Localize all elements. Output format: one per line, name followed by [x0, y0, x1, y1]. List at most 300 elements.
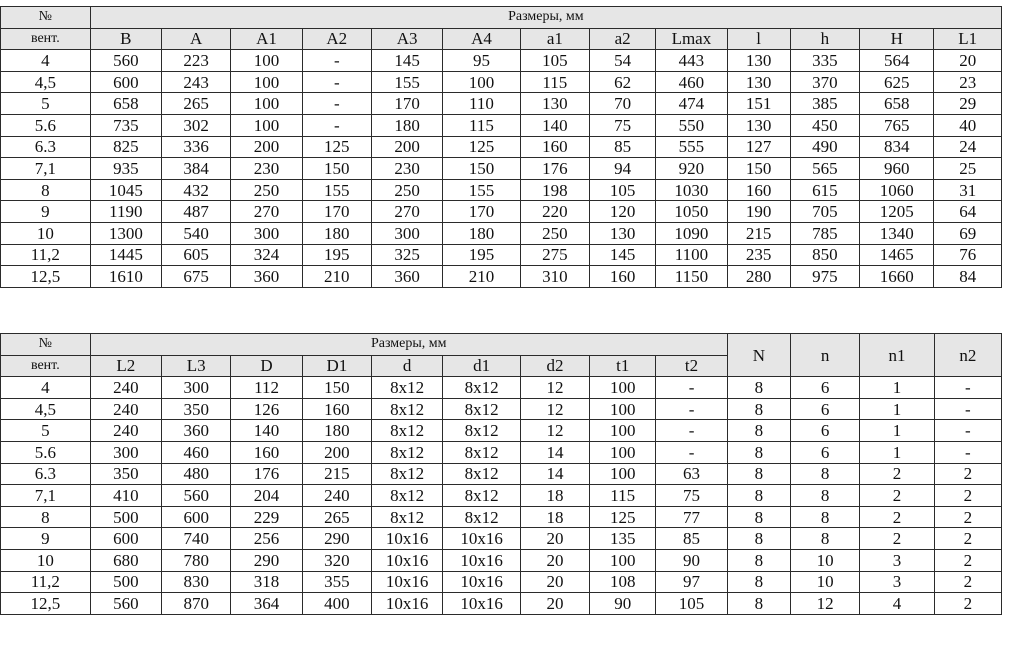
table-cell: 500: [90, 571, 161, 593]
table-cell: 960: [860, 158, 934, 180]
table-cell: 63: [656, 463, 727, 485]
table-cell: 20: [520, 571, 589, 593]
fan-number-cell: 6.3: [1, 136, 91, 158]
table-cell: 130: [727, 114, 790, 136]
table-cell: 125: [590, 506, 656, 528]
table-cell: 195: [443, 244, 520, 266]
table-cell: 658: [90, 93, 161, 115]
table-cell: 270: [371, 201, 442, 223]
table-cell: 1100: [656, 244, 727, 266]
table-cell: 130: [727, 71, 790, 93]
column-header: a2: [590, 28, 656, 50]
table-cell: 108: [590, 571, 656, 593]
table-cell: 10x16: [443, 593, 520, 615]
table-cell: -: [934, 441, 1001, 463]
table-cell: 100: [590, 420, 656, 442]
table-row: [1, 593, 1002, 615]
table-cell: 432: [162, 179, 231, 201]
table-cell: 8x12: [443, 506, 520, 528]
table-cell: 200: [371, 136, 442, 158]
table-cell: 14: [520, 463, 589, 485]
table-cell: 290: [302, 528, 371, 550]
table-cell: 3: [860, 571, 934, 593]
table-cell: 8: [790, 528, 859, 550]
table-cell: 360: [162, 420, 231, 442]
table-cell: 150: [302, 377, 371, 399]
table-cell: 2: [934, 506, 1001, 528]
table-cell: 8x12: [443, 398, 520, 420]
table-cell: 625: [860, 71, 934, 93]
table-cell: 460: [162, 441, 231, 463]
table-cell: 443: [656, 50, 727, 72]
table-row: [1, 463, 1002, 485]
table-cell: 355: [302, 571, 371, 593]
table-cell: 935: [90, 158, 161, 180]
table-cell: 615: [790, 179, 859, 201]
table-cell: 384: [162, 158, 231, 180]
table-cell: 90: [590, 593, 656, 615]
column-header: H: [860, 28, 934, 50]
table-cell: 2: [934, 593, 1001, 615]
table-cell: 780: [162, 549, 231, 571]
table-cell: 410: [90, 485, 161, 507]
table-cell: 223: [162, 50, 231, 72]
table-cell: 10x16: [372, 549, 443, 571]
table-row: [1, 485, 1002, 507]
table-cell: 94: [590, 158, 656, 180]
table-cell: 100: [231, 93, 302, 115]
table-cell: 180: [443, 222, 520, 244]
table-cell: 215: [302, 463, 371, 485]
table-cell: 115: [443, 114, 520, 136]
fan-number-cell: 11,2: [1, 244, 91, 266]
table-cell: 605: [162, 244, 231, 266]
fan-number-cell: 8: [1, 179, 91, 201]
table-cell: 500: [90, 506, 161, 528]
column-header: a1: [520, 28, 589, 50]
table-cell: 90: [656, 549, 727, 571]
table-cell: 105: [656, 593, 727, 615]
column-header: L2: [90, 355, 161, 377]
table-cell: 25: [934, 158, 1002, 180]
table-cell: 176: [231, 463, 302, 485]
fan-number-cell: 10: [1, 549, 91, 571]
table-cell: 8x12: [372, 420, 443, 442]
table-cell: 560: [90, 593, 161, 615]
fan-number-cell: 12,5: [1, 266, 91, 288]
header-row: [1, 334, 1002, 356]
table-cell: 1090: [656, 222, 727, 244]
table-cell: 8: [727, 441, 790, 463]
table-cell: 125: [443, 136, 520, 158]
table-cell: 24: [934, 136, 1002, 158]
table-cell: 8x12: [372, 506, 443, 528]
table-cell: 8x12: [372, 463, 443, 485]
table-cell: 12: [520, 377, 589, 399]
table-cell: 350: [162, 398, 231, 420]
table-cell: 705: [790, 201, 859, 223]
fan-dimensions-table-1: [0, 6, 1002, 288]
table-cell: 180: [302, 222, 371, 244]
table-row: [1, 114, 1002, 136]
table-row: [1, 266, 1002, 288]
table-cell: 84: [934, 266, 1002, 288]
table-cell: 150: [727, 158, 790, 180]
fan-number-cell: 11,2: [1, 571, 91, 593]
table-cell: 12: [520, 420, 589, 442]
fan-number-cell: 7,1: [1, 158, 91, 180]
column-header: d: [372, 355, 443, 377]
table-cell: 151: [727, 93, 790, 115]
table-cell: 105: [590, 179, 656, 201]
table-row: [1, 93, 1002, 115]
table-cell: 487: [162, 201, 231, 223]
table-cell: 6: [790, 420, 859, 442]
table-cell: 555: [656, 136, 727, 158]
column-header: n1: [860, 334, 934, 377]
table-cell: 1300: [90, 222, 161, 244]
table-cell: 600: [90, 528, 161, 550]
table-cell: 18: [520, 506, 589, 528]
table-cell: 830: [162, 571, 231, 593]
table-cell: 1: [860, 377, 934, 399]
table-row: [1, 528, 1002, 550]
table-cell: 8x12: [372, 377, 443, 399]
table-cell: 490: [790, 136, 859, 158]
fan-number-cell: 12,5: [1, 593, 91, 615]
table-cell: 8x12: [372, 441, 443, 463]
table-cell: 8: [727, 377, 790, 399]
table-cell: 680: [90, 549, 161, 571]
table-cell: 1: [860, 441, 934, 463]
table-cell: 150: [443, 158, 520, 180]
table-cell: 290: [231, 549, 302, 571]
fan-number-cell: 6.3: [1, 463, 91, 485]
table-cell: 1150: [656, 266, 727, 288]
table-cell: 215: [727, 222, 790, 244]
table-cell: 8: [727, 463, 790, 485]
table-cell: -: [934, 420, 1001, 442]
table-cell: 70: [590, 93, 656, 115]
table-cell: -: [934, 377, 1001, 399]
table-cell: 145: [371, 50, 442, 72]
column-header: l: [727, 28, 790, 50]
table-cell: 20: [520, 528, 589, 550]
table-cell: 300: [371, 222, 442, 244]
table-cell: 100: [590, 463, 656, 485]
table-cell: 8x12: [443, 420, 520, 442]
table-cell: 10x16: [372, 593, 443, 615]
table-cell: 280: [727, 266, 790, 288]
table-cell: 2: [934, 549, 1001, 571]
table-cell: 1: [860, 420, 934, 442]
table-cell: 127: [727, 136, 790, 158]
table-cell: 76: [934, 244, 1002, 266]
table-row: [1, 506, 1002, 528]
table-cell: 2: [934, 485, 1001, 507]
table-cell: 100: [231, 50, 302, 72]
table-cell: 190: [727, 201, 790, 223]
table-cell: 360: [231, 266, 302, 288]
table-cell: -: [656, 398, 727, 420]
table-cell: 125: [302, 136, 371, 158]
table-cell: 115: [590, 485, 656, 507]
table-cell: 3: [860, 549, 934, 571]
fan-number-cell: 4,5: [1, 71, 91, 93]
table-row: [1, 71, 1002, 93]
fan-number-cell: 5: [1, 93, 91, 115]
table-cell: 195: [302, 244, 371, 266]
table-cell: 565: [790, 158, 859, 180]
column-header: t2: [656, 355, 727, 377]
column-header: D: [231, 355, 302, 377]
table-cell: 29: [934, 93, 1002, 115]
column-header: t1: [590, 355, 656, 377]
table-cell: 300: [90, 441, 161, 463]
table-cell: 240: [90, 377, 161, 399]
table-cell: 450: [790, 114, 859, 136]
table-cell: 920: [656, 158, 727, 180]
table-cell: 220: [520, 201, 589, 223]
table-cell: 23: [934, 71, 1002, 93]
table-cell: 250: [520, 222, 589, 244]
table-cell: 765: [860, 114, 934, 136]
column-header: L1: [934, 28, 1002, 50]
table-cell: 324: [231, 244, 302, 266]
table-cell: 180: [371, 114, 442, 136]
table-cell: 150: [302, 158, 371, 180]
table-cell: 8: [727, 506, 790, 528]
table-cell: 240: [90, 398, 161, 420]
table-cell: 8x12: [443, 485, 520, 507]
table-cell: 474: [656, 93, 727, 115]
table-cell: 785: [790, 222, 859, 244]
table-cell: 2: [860, 506, 934, 528]
table-cell: 230: [371, 158, 442, 180]
table-cell: 735: [90, 114, 161, 136]
table-cell: 85: [656, 528, 727, 550]
table-cell: 160: [727, 179, 790, 201]
table-cell: 8: [727, 549, 790, 571]
column-header: A3: [371, 28, 442, 50]
table-cell: 170: [443, 201, 520, 223]
column-header: d2: [520, 355, 589, 377]
table-cell: 385: [790, 93, 859, 115]
table-cell: 8: [790, 463, 859, 485]
table-cell: 145: [590, 244, 656, 266]
table-cell: 20: [520, 549, 589, 571]
group-header-dimensions: Размеры, мм: [90, 334, 727, 356]
table-cell: -: [302, 114, 371, 136]
table-cell: 600: [90, 71, 161, 93]
table-cell: 540: [162, 222, 231, 244]
table-cell: 1465: [860, 244, 934, 266]
table-cell: 240: [90, 420, 161, 442]
header-row: [1, 7, 1002, 29]
no-column-header: №: [1, 334, 91, 356]
table-cell: 1030: [656, 179, 727, 201]
table-cell: 77: [656, 506, 727, 528]
table-cell: 364: [231, 593, 302, 615]
table-cell: 825: [90, 136, 161, 158]
table-cell: 210: [302, 266, 371, 288]
table-cell: 170: [371, 93, 442, 115]
table-cell: 120: [590, 201, 656, 223]
fan-number-cell: 9: [1, 201, 91, 223]
column-header: L3: [162, 355, 231, 377]
table-cell: 97: [656, 571, 727, 593]
table-cell: 180: [302, 420, 371, 442]
table-cell: 18: [520, 485, 589, 507]
table-cell: -: [656, 441, 727, 463]
table-cell: 658: [860, 93, 934, 115]
table-row: [1, 571, 1002, 593]
table-cell: 8x12: [443, 441, 520, 463]
table-cell: 1050: [656, 201, 727, 223]
table-cell: 160: [302, 398, 371, 420]
table-cell: 2: [860, 528, 934, 550]
group-header-dimensions: Размеры, мм: [90, 7, 1001, 29]
table-cell: 112: [231, 377, 302, 399]
table-cell: 265: [162, 93, 231, 115]
table-cell: 200: [302, 441, 371, 463]
table-cell: 8: [727, 528, 790, 550]
fan-number-cell: 4: [1, 377, 91, 399]
table-cell: 100: [590, 398, 656, 420]
table-cell: 10x16: [443, 571, 520, 593]
table-cell: 95: [443, 50, 520, 72]
table-cell: 1045: [90, 179, 161, 201]
table-cell: 310: [520, 266, 589, 288]
table-cell: 75: [656, 485, 727, 507]
table-cell: 265: [302, 506, 371, 528]
table-cell: 2: [860, 463, 934, 485]
table-cell: 2: [934, 463, 1001, 485]
table-cell: 200: [231, 136, 302, 158]
table-cell: 110: [443, 93, 520, 115]
table-cell: 62: [590, 71, 656, 93]
table-cell: 14: [520, 441, 589, 463]
table-cell: -: [302, 50, 371, 72]
column-header: n: [790, 334, 859, 377]
table-cell: 480: [162, 463, 231, 485]
table-cell: 8: [790, 506, 859, 528]
table-row: [1, 136, 1002, 158]
table-cell: 360: [371, 266, 442, 288]
table-row: [1, 377, 1002, 399]
header-row: [1, 28, 1002, 50]
table-cell: 1190: [90, 201, 161, 223]
table-cell: 140: [231, 420, 302, 442]
table-cell: 4: [860, 593, 934, 615]
column-header: A2: [302, 28, 371, 50]
table-cell: 155: [302, 179, 371, 201]
table-cell: -: [934, 398, 1001, 420]
table-cell: 10x16: [372, 528, 443, 550]
table-cell: 302: [162, 114, 231, 136]
table-cell: 8x12: [372, 398, 443, 420]
table-cell: 460: [656, 71, 727, 93]
table-cell: 130: [520, 93, 589, 115]
table-cell: 130: [727, 50, 790, 72]
table-cell: 155: [443, 179, 520, 201]
table-cell: 8x12: [443, 463, 520, 485]
table-cell: 1340: [860, 222, 934, 244]
column-header: A4: [443, 28, 520, 50]
table-cell: 210: [443, 266, 520, 288]
column-header: d1: [443, 355, 520, 377]
table-cell: 675: [162, 266, 231, 288]
table-cell: 6: [790, 398, 859, 420]
table-cell: 54: [590, 50, 656, 72]
table-cell: 600: [162, 506, 231, 528]
fan-number-cell: 7,1: [1, 485, 91, 507]
table-cell: 31: [934, 179, 1002, 201]
table-cell: 100: [590, 441, 656, 463]
table-cell: 170: [302, 201, 371, 223]
table-cell: 1060: [860, 179, 934, 201]
table-cell: 10: [790, 549, 859, 571]
table-cell: 8: [727, 398, 790, 420]
table-cell: 1205: [860, 201, 934, 223]
table-cell: 8: [727, 571, 790, 593]
column-header: N: [727, 334, 790, 377]
table-cell: 100: [231, 71, 302, 93]
table-cell: 2: [860, 485, 934, 507]
column-header: h: [790, 28, 859, 50]
table-cell: 550: [656, 114, 727, 136]
table-cell: 160: [231, 441, 302, 463]
table-cell: 975: [790, 266, 859, 288]
table-cell: -: [302, 71, 371, 93]
table-cell: 8: [727, 593, 790, 615]
column-header: n2: [934, 334, 1001, 377]
column-header: Lmax: [656, 28, 727, 50]
table-cell: 140: [520, 114, 589, 136]
table-cell: 250: [371, 179, 442, 201]
table-cell: -: [656, 420, 727, 442]
fan-dimensions-table-2: [0, 333, 1002, 615]
table-cell: 8: [727, 485, 790, 507]
table-cell: 85: [590, 136, 656, 158]
fan-number-cell: 5: [1, 420, 91, 442]
table-row: [1, 50, 1002, 72]
no-column-header-sub: вент.: [1, 28, 91, 50]
table-cell: 6: [790, 441, 859, 463]
table-row: [1, 158, 1002, 180]
table-cell: 256: [231, 528, 302, 550]
table-cell: 240: [302, 485, 371, 507]
table-cell: 69: [934, 222, 1002, 244]
table-row: [1, 549, 1002, 571]
table-cell: 126: [231, 398, 302, 420]
table-cell: 8x12: [372, 485, 443, 507]
table-cell: 160: [520, 136, 589, 158]
table-cell: 100: [443, 71, 520, 93]
table-cell: 8: [790, 485, 859, 507]
table-cell: 318: [231, 571, 302, 593]
table-cell: 243: [162, 71, 231, 93]
table-cell: 40: [934, 114, 1002, 136]
column-header: A1: [231, 28, 302, 50]
table-row: [1, 441, 1002, 463]
table-cell: 560: [90, 50, 161, 72]
table-cell: 204: [231, 485, 302, 507]
fan-number-cell: 4,5: [1, 398, 91, 420]
table-row: [1, 201, 1002, 223]
no-column-header-sub: вент.: [1, 355, 91, 377]
table-row: [1, 179, 1002, 201]
